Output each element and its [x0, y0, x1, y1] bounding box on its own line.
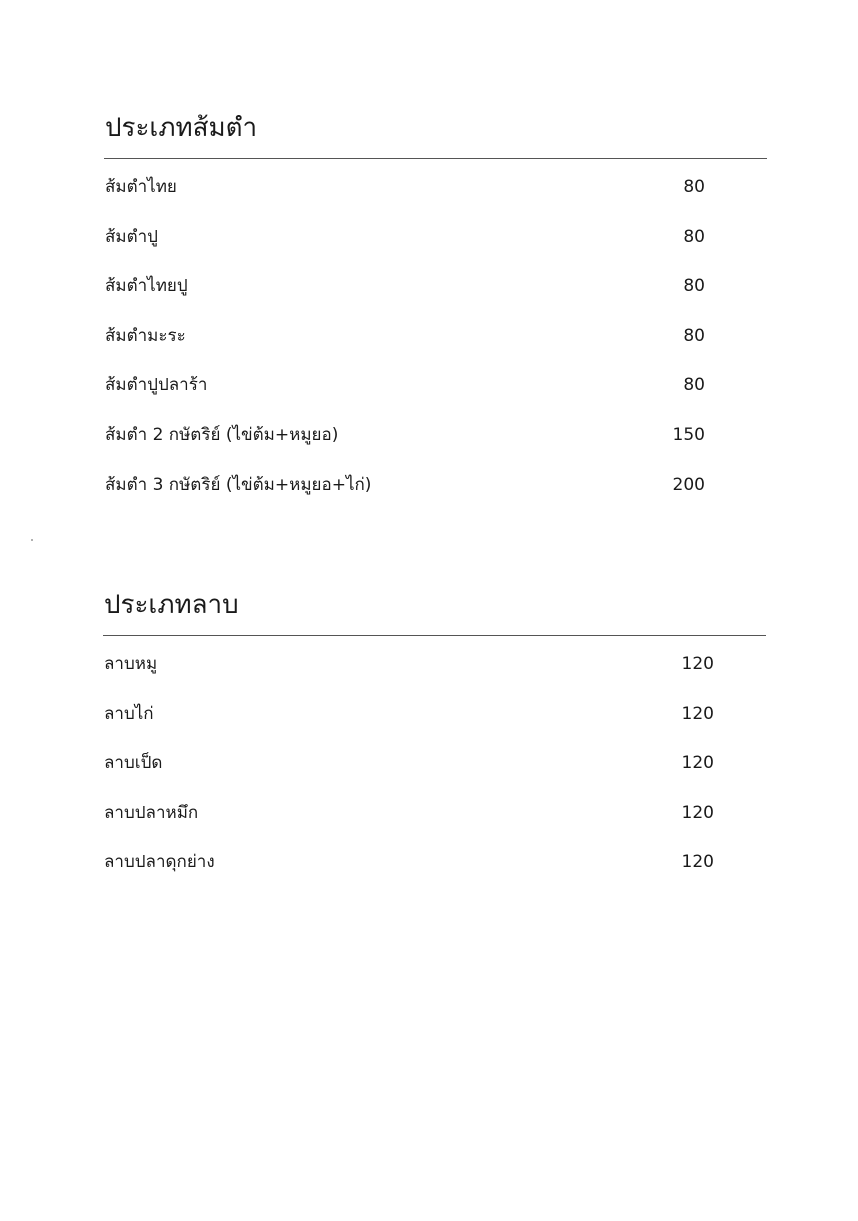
- menu-item-name: ส้มตำมะระ: [105, 326, 186, 346]
- section-divider: [103, 635, 766, 636]
- menu-item-name: ส้มตำปู: [105, 227, 158, 247]
- menu-item-price: 80: [683, 326, 705, 346]
- section-title: ประเภทลาบ: [104, 590, 239, 620]
- menu-item-price: 120: [681, 654, 714, 674]
- menu-item-name: ลาบไก่: [104, 704, 154, 724]
- menu-item: [105, 370, 705, 400]
- menu-item: [105, 420, 705, 450]
- menu-item-name: ส้มตำไทยปู: [105, 276, 188, 296]
- menu-item: [104, 798, 714, 828]
- menu-item: [104, 649, 714, 679]
- scan-speck: [31, 539, 33, 541]
- menu-item: [104, 699, 714, 729]
- menu-item-price: 200: [672, 475, 705, 495]
- section-divider: [104, 158, 767, 159]
- menu-item-name: ส้มตำไทย: [105, 177, 177, 197]
- menu-item-price: 80: [683, 276, 705, 296]
- menu-item-name: ลาบปลาหมึก: [104, 803, 199, 823]
- menu-item: [105, 172, 705, 202]
- menu-item: [104, 748, 714, 778]
- menu-item: [104, 847, 714, 877]
- menu-item-price: 80: [683, 177, 705, 197]
- menu-item-name: ลาบหมู: [104, 654, 158, 674]
- menu-item-price: 120: [681, 852, 714, 872]
- menu-item-name: ลาบเป็ด: [104, 753, 163, 773]
- menu-item-price: 80: [683, 227, 705, 247]
- section-title: ประเภทส้มตำ: [105, 113, 258, 143]
- menu-item-price: 150: [672, 425, 705, 445]
- menu-item: [105, 222, 705, 252]
- menu-item: [105, 470, 705, 500]
- menu-item: [105, 321, 705, 351]
- menu-item-name: ลาบปลาดุกย่าง: [104, 852, 215, 872]
- menu-item-price: 120: [681, 753, 714, 773]
- menu-item-price: 120: [681, 704, 714, 724]
- menu-item-name: ส้มตำ 2 กษัตริย์ (ไข่ต้ม+หมูยอ): [105, 425, 339, 445]
- menu-item-name: ส้มตำปูปลาร้า: [105, 375, 208, 395]
- menu-item: [105, 271, 705, 301]
- menu-item-name: ส้มตำ 3 กษัตริย์ (ไข่ต้ม+หมูยอ+ไก่): [105, 475, 372, 495]
- menu-item-price: 80: [683, 375, 705, 395]
- menu-item-price: 120: [681, 803, 714, 823]
